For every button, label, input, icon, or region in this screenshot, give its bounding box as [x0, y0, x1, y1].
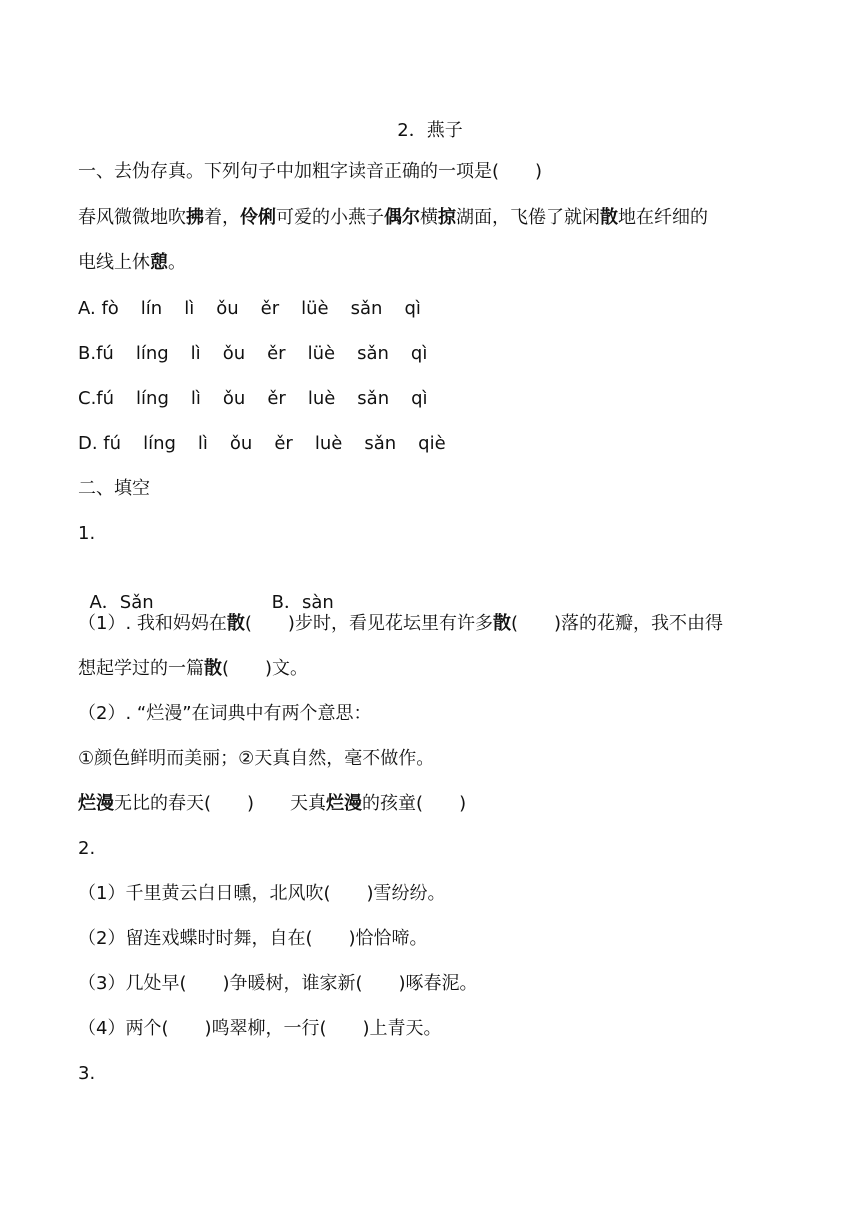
pinyin-syllable: líng: [136, 388, 169, 409]
q1-number: 1.: [78, 523, 96, 544]
text: 电线上休: [78, 252, 150, 273]
text: ( )文。: [222, 658, 309, 679]
pinyin-syllable: sǎn: [357, 388, 390, 409]
sentence-line-2: [78, 251, 186, 275]
option-label: C.fú: [78, 388, 115, 409]
pinyin-syllable: ǒu: [216, 298, 239, 319]
text: ( )落的花瓣，我不由得: [510, 613, 723, 634]
text: 湖面，飞倦了就闲: [456, 207, 600, 228]
text: 无比的春天( ) 天真: [114, 793, 327, 814]
pinyin-syllable: qì: [410, 343, 428, 364]
pinyin-syllable: ǒu: [222, 388, 246, 409]
pinyin-syllable: lì: [190, 388, 201, 409]
option-label: D. fú: [78, 433, 122, 454]
text: 的孩童( ): [362, 793, 467, 814]
pinyin-syllable: luè: [314, 433, 343, 454]
bold-text: 拂: [186, 207, 204, 228]
pinyin-syllable: sǎn: [350, 298, 383, 319]
text: 横: [420, 207, 438, 228]
bold-text: 散: [492, 613, 511, 634]
pinyin-syllable: sǎn: [357, 343, 389, 364]
q2-number: 2.: [78, 838, 96, 859]
q3-number: 3.: [78, 1063, 96, 1084]
pinyin-syllable: qì: [411, 388, 428, 409]
sentence-line-1: [78, 206, 708, 230]
pinyin-syllable: ǒu: [222, 343, 246, 364]
pinyin-syllable: qì: [404, 298, 421, 319]
section2-heading: 二、填空: [78, 478, 150, 499]
bold-text: 烂漫: [78, 793, 114, 814]
option-b: [78, 342, 449, 366]
text: 春风微微地吹: [78, 207, 186, 228]
q1-part1-line2: [78, 657, 308, 681]
pinyin-syllable: ěr: [267, 388, 286, 409]
pinyin-syllable: lì: [184, 298, 195, 319]
bold-text: 烂漫: [326, 793, 363, 814]
option-label: A. fò: [78, 298, 119, 319]
bold-text: 憩: [150, 252, 168, 273]
q2-item-1: （1）千里黄云白日曛，北风吹( )雪纷纷。: [78, 883, 446, 904]
q2-item-4: （4）两个( )鸣翠柳，一行( )上青天。: [78, 1018, 442, 1039]
pinyin-syllable: lín: [140, 298, 163, 319]
pinyin-syllable: luè: [307, 388, 336, 409]
option-label: B.fú: [78, 343, 114, 364]
text: 可爱的小燕子: [276, 207, 384, 228]
pinyin-syllable: líng: [135, 343, 169, 364]
option-a: [78, 297, 443, 321]
q1-part2-question: [78, 792, 466, 816]
pinyin-syllable: lüè: [301, 298, 329, 319]
section1-heading: 一、去伪存真。下列句子中加粗字读音正确的一项是( ): [78, 161, 543, 182]
pinyin-syllable: lì: [197, 433, 208, 454]
option-c: [78, 387, 450, 411]
pinyin-syllable: lì: [190, 343, 201, 364]
pinyin-syllable: qiè: [418, 433, 446, 454]
text: 着，: [204, 207, 240, 228]
text: ( )步时，看见花坛里有许多: [244, 613, 493, 634]
pinyin-syllable: líng: [143, 433, 176, 454]
pinyin-syllable: ěr: [267, 343, 286, 364]
bold-text: 伶俐: [240, 207, 276, 228]
bold-text: 掠: [438, 207, 456, 228]
text: 想起学过的一篇: [78, 658, 204, 679]
q2-item-2: （2）留连戏蝶时时舞，自在( )恰恰啼。: [78, 928, 428, 949]
text: （1）. 我和妈妈在: [78, 613, 227, 634]
pinyin-syllable: lüè: [307, 343, 336, 364]
q1-meanings: ①颜色鲜明而美丽；②天真自然，毫不做作。: [78, 748, 435, 769]
bold-text: 散: [204, 658, 222, 679]
pinyin-syllable: ěr: [260, 298, 280, 319]
pinyin-syllable: ěr: [274, 433, 293, 454]
choice-a: A．Sǎn: [89, 592, 154, 613]
pinyin-syllable: sǎn: [364, 433, 397, 454]
option-d: [78, 432, 468, 456]
bold-text: 偶尔: [384, 207, 420, 228]
q1-part2-intro: （2）. “烂漫”在词典中有两个意思：: [78, 703, 372, 724]
text: 地在纤细的: [618, 207, 708, 228]
page-title: 2．燕子: [397, 120, 463, 141]
text: 。: [168, 252, 186, 273]
q1-part1-line1: [78, 612, 723, 636]
pinyin-syllable: ǒu: [229, 433, 253, 454]
bold-text: 散: [600, 207, 618, 228]
choice-b: B．sàn: [271, 592, 334, 613]
bold-text: 散: [226, 613, 245, 634]
q1-choices: [78, 567, 334, 615]
q2-item-3: （3）几处早( )争暖树，谁家新( )啄春泥。: [78, 973, 478, 994]
